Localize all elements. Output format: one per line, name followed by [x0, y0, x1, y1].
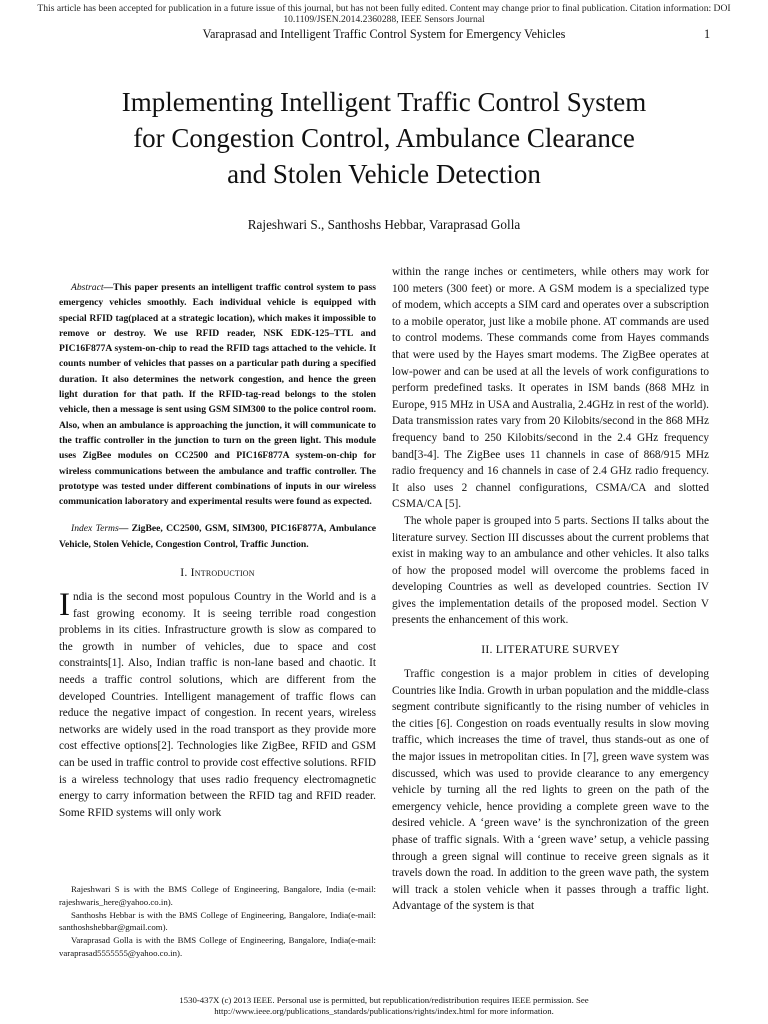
- authors: Rajeshwari S., Santhoshs Hebbar, Varaprasad Golla: [247, 217, 521, 232]
- section-title: LITERATURE SURVEY: [495, 642, 620, 657]
- title-line-2: for Congestion Control, Ambulance Clearance: [133, 123, 635, 153]
- notice-line-2: 10.1109/JSEN.2014.2360288, IEEE Sensors Journal: [283, 14, 485, 25]
- footer-line-2: http://www.ieee.org/publications_standards/publications/rights/index.html for more information.: [214, 1006, 554, 1016]
- introduction-text: ndia is the second most populous Country in the World and is a fast growing economy. It is seeing terrible road congestion problems in its cities. Infrastructure growth is slow as compared to the growth in number of vehicles, due to space and cost constraints[1]. Also, Indian traffic is non-lane based and chaotic. It needs a traffic control solutions, which are different from the developed Countries. Intelligent management of traffic flows can reduce the negative impact of congestion. In recent years, wireless networks are widely used in the road transport as they provide more cost effective options[2]. Technologies like ZigBee, RFID and GSM can be used in traffic control to provide cost effective solutions. RFID is a wireless technology that uses radio frequency electromagnetic energy to carry information between the RFID tag and RFID reader. Some RFID systems will only work: [59, 591, 376, 819]
- section-heading-literature-survey: [392, 642, 709, 657]
- footnote: Santhoshs Hebbar is with the BMS College of Engineering, Bangalore, India(e-mail: santhoshshebbar@gmail.com).: [59, 909, 376, 933]
- index-terms-dash: —: [118, 523, 129, 535]
- introduction-paragraph: [59, 589, 376, 821]
- copyright-footer: [0, 995, 768, 1017]
- paper-outline-paragraph: The whole paper is grouped into 5 parts. Sections II talks about the literature survey. Section III discusses about the current problems that exist in making way to an ambulance and other vehicles. It also talks of how the proposed model will overcome the problems faced in developing Countries as well as developed countries. Section IV gives the implementation details of the proposed model. Section V presents the enhancement of this work.: [392, 514, 709, 627]
- index-terms-label: Index Terms: [71, 523, 119, 535]
- footer-line-1: 1530-437X (c) 2013 IEEE. Personal use is permitted, but republication/redistribution requires IEEE permission. See: [179, 995, 589, 1005]
- page-number: 1: [704, 27, 711, 41]
- index-terms: [59, 521, 376, 552]
- author-footnotes: [59, 883, 376, 960]
- title-line-1: Implementing Intelligent Traffic Control System: [121, 87, 647, 117]
- footnote: Rajeshwari S is with the BMS College of Engineering, Bangalore, India (e-mail: rajeshwaris_here@yahoo.co.in).: [59, 884, 376, 907]
- paper-title: [40, 84, 728, 192]
- notice-line-1: This article has been accepted for publication in a future issue of this journal, but has not been fully edited. Content may change prior to final publication. Citation information: DOI: [37, 3, 731, 14]
- section-title: Introduction: [190, 565, 255, 580]
- index-terms-text: ZigBee, CC2500, GSM, SIM300, PIC16F877A, Ambulance Vehicle, Stolen Vehicle, Congestion Control, Traffic Junction.: [59, 523, 376, 550]
- right-column: [392, 264, 709, 915]
- publication-notice: [0, 3, 768, 25]
- abstract-text: This paper presents an intelligent traffic control system to pass emergency vehicles smoothly. Each individual vehicle is equipped with special RFID tag(placed at a strategic location), which makes it impossible to remove or destroy. We use RFID reader, NSK EDK-125–TTL and PIC16F877A system-on-chip to read the RFID tags attached to the vehicle. It counts number of vehicles that passes on a particular path during a specified duration. It also determines the network congestion, and hence the green light duration for that path. If the RFID-tag-read belongs to the stolen vehicle, then a message is sent using GSM SIM300 to the police control room. Also, when an ambulance is approaching the junction, it will communicate to the traffic controller in the junction to turn on the green light. This module uses ZigBee modules on CC2500 and PIC16F877A system-on-chip for wireless communications between the ambulance and traffic controller. The prototype was tested under different combinations of inputs in our wireless communication laboratory and experimental results were found as expected.: [59, 282, 376, 508]
- running-head: Varaprasad and Intelligent Traffic Control System for Emergency Vehicles: [202, 27, 566, 41]
- section-heading-introduction: [59, 565, 376, 580]
- footnote: Varaprasad Golla is with the BMS College of Engineering, Bangalore, India(e-mail: varaprasad5555555@yahoo.co.in).: [59, 935, 376, 958]
- abstract-dash: —: [103, 282, 114, 293]
- intro-continued-paragraph: within the range inches or centimeters, while others may work for 100 meters (300 feet) or more. A GSM modem is a specialized type of modem, which accepts a SIM card and operates over a subscription to a mobile operator, just like a mobile phone. AT commands are used to control modems. These commands come from Hayes commands that were used by the Hayes smart modems. The ZigBee operates at low-power and can be used at all the levels of work configurations to perform predefined tasks. It operates in ISM bands (868 MHz in Europe, 915 MHz in USA and Australia, 2.4GHz in rest of the world). Data transmission rates vary from 20 Kilobits/second in the 868 MHz frequency band to 250 Kilobits/second in the 2.4 GHz frequency band[3-4]. The ZigBee uses 11 channels in case of 868/915 MHz radio frequency and 16 channels in case of 2.4 GHz radio frequency. It also uses 2 channel configurations, CSMA/CA and slotted CSMA/CA [5].: [392, 266, 709, 511]
- literature-survey-paragraph: Traffic congestion is a major problem in cities of developing Countries like India. Growth in urban population and the middle-class segment contribute significantly to the rising number of vehicles in the cities [6]. Congestion on roads eventually results in slow moving traffic, which increases the time of travel, thus stands-out as one of the major issues in metropolitan cities. In [7], green wave system was discussed, which was used to provide clearance to any emergency vehicle by turning all the red lights to green on the path of the emergency vehicle, hence providing a complete green wave to the desired vehicle. A ‘green wave’ is the synchronization of the green phase of traffic signals. With a ‘green wave’ setup, a vehicle passing through a green signal will continue to receive green signals as it travels down the road. In addition to the green wave path, the system will track a stolen vehicle when it passes through a traffic light. Advantage of the system is that: [392, 668, 709, 913]
- section-number: II.: [481, 642, 493, 657]
- drop-cap: I: [59, 587, 70, 624]
- abstract-label: Abstract: [71, 282, 104, 293]
- title-line-3: and Stolen Vehicle Detection: [227, 159, 541, 189]
- section-number: I.: [180, 565, 188, 580]
- abstract: [59, 280, 376, 509]
- left-column: [59, 280, 376, 821]
